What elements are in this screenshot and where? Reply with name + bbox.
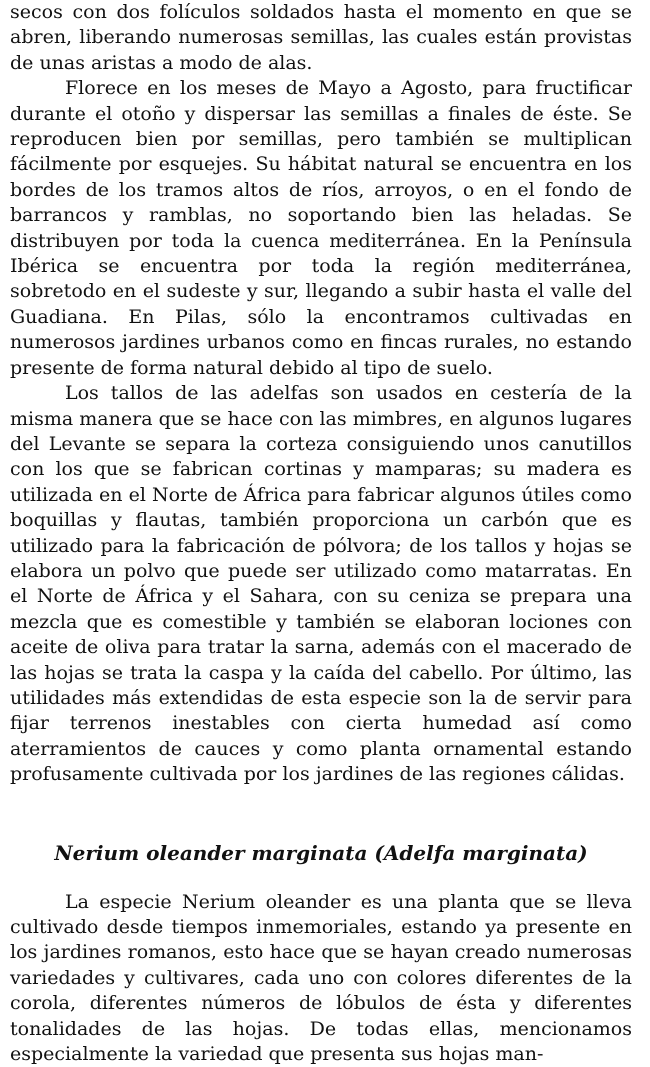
document-page <box>10 0 632 1067</box>
paragraph-flowering-habitat: Florece en los meses de Mayo a Agosto, para fructificar durante el otoño y dispersar las semillas a finales de éste. Se reproducen bien por semillas, pero también se multiplican fácilmente por esquejes. Su hábitat natural se encuentra en los bordes de los tramos altos de ríos, arroyos, o en el fondo de barrancos y ramblas, no soportando bien las heladas. Se distribuyen por toda la cuenca mediterránea. En la Península Ibérica se encuentra por toda la región mediterránea, sobretodo en el sudeste y sur, llegando a subir hasta el valle del Guadiana. En Pilas, sólo la encontramos cultivadas en numerosos jardines urbanos como en fincas rurales, no estando presente de forma natural debido al tipo de suelo. <box>10 77 632 379</box>
paragraph-marginata-intro: La especie Nerium oleander es una planta que se lleva cultivado desde tiempos inmemoriales, estando ya presente en los jardines romanos, esto hace que se hayan creado numerosas variedades y cultivares, cada uno con colores diferentes de la corola, diferentes números de lóbulos de ésta y diferentes tonalidades de las hojas. De todas ellas, mencionamos especialmente la variedad que presenta sus hojas man- <box>10 890 632 1066</box>
paragraph-uses: Los tallos de las adelfas son usados en cestería de la misma manera que se hace con las mimbres, en algunos lugares del Levante se separa la corteza consiguiendo unos canutillos con los que se fabrican cortinas y mamparas; su madera es utilizada en el Norte de África para fabricar algunos útiles como boquillas y flautas, también proporciona un carbón que es utilizado para la fabricación de pólvora; de los tallos y hojas se elabora un polvo que puede ser utilizado como matarratas. En el Norte de África y el Sahara, con su ceniza se prepara una mezcla que es comestible y también se elaboran lociones con aceite de oliva para tratar la sarna, además con el macerado de las hojas se trata la caspa y la caída del cabello. Por último, las utilidades más extendidas de esta especie son la de servir para fijar terrenos inestables con cierta humedad así como aterramientos de cauces y como planta ornamental estando profusamente cultivada por los jardines de las regiones cálidas. <box>10 382 632 786</box>
section-heading: Nerium oleander marginata (Adelfa marginata) <box>54 840 588 865</box>
paragraph-continuation: secos con dos folículos soldados hasta el momento en que se abren, liberando numerosas semillas, las cuales están provistas de unas aristas a modo de alas. <box>10 1 632 74</box>
